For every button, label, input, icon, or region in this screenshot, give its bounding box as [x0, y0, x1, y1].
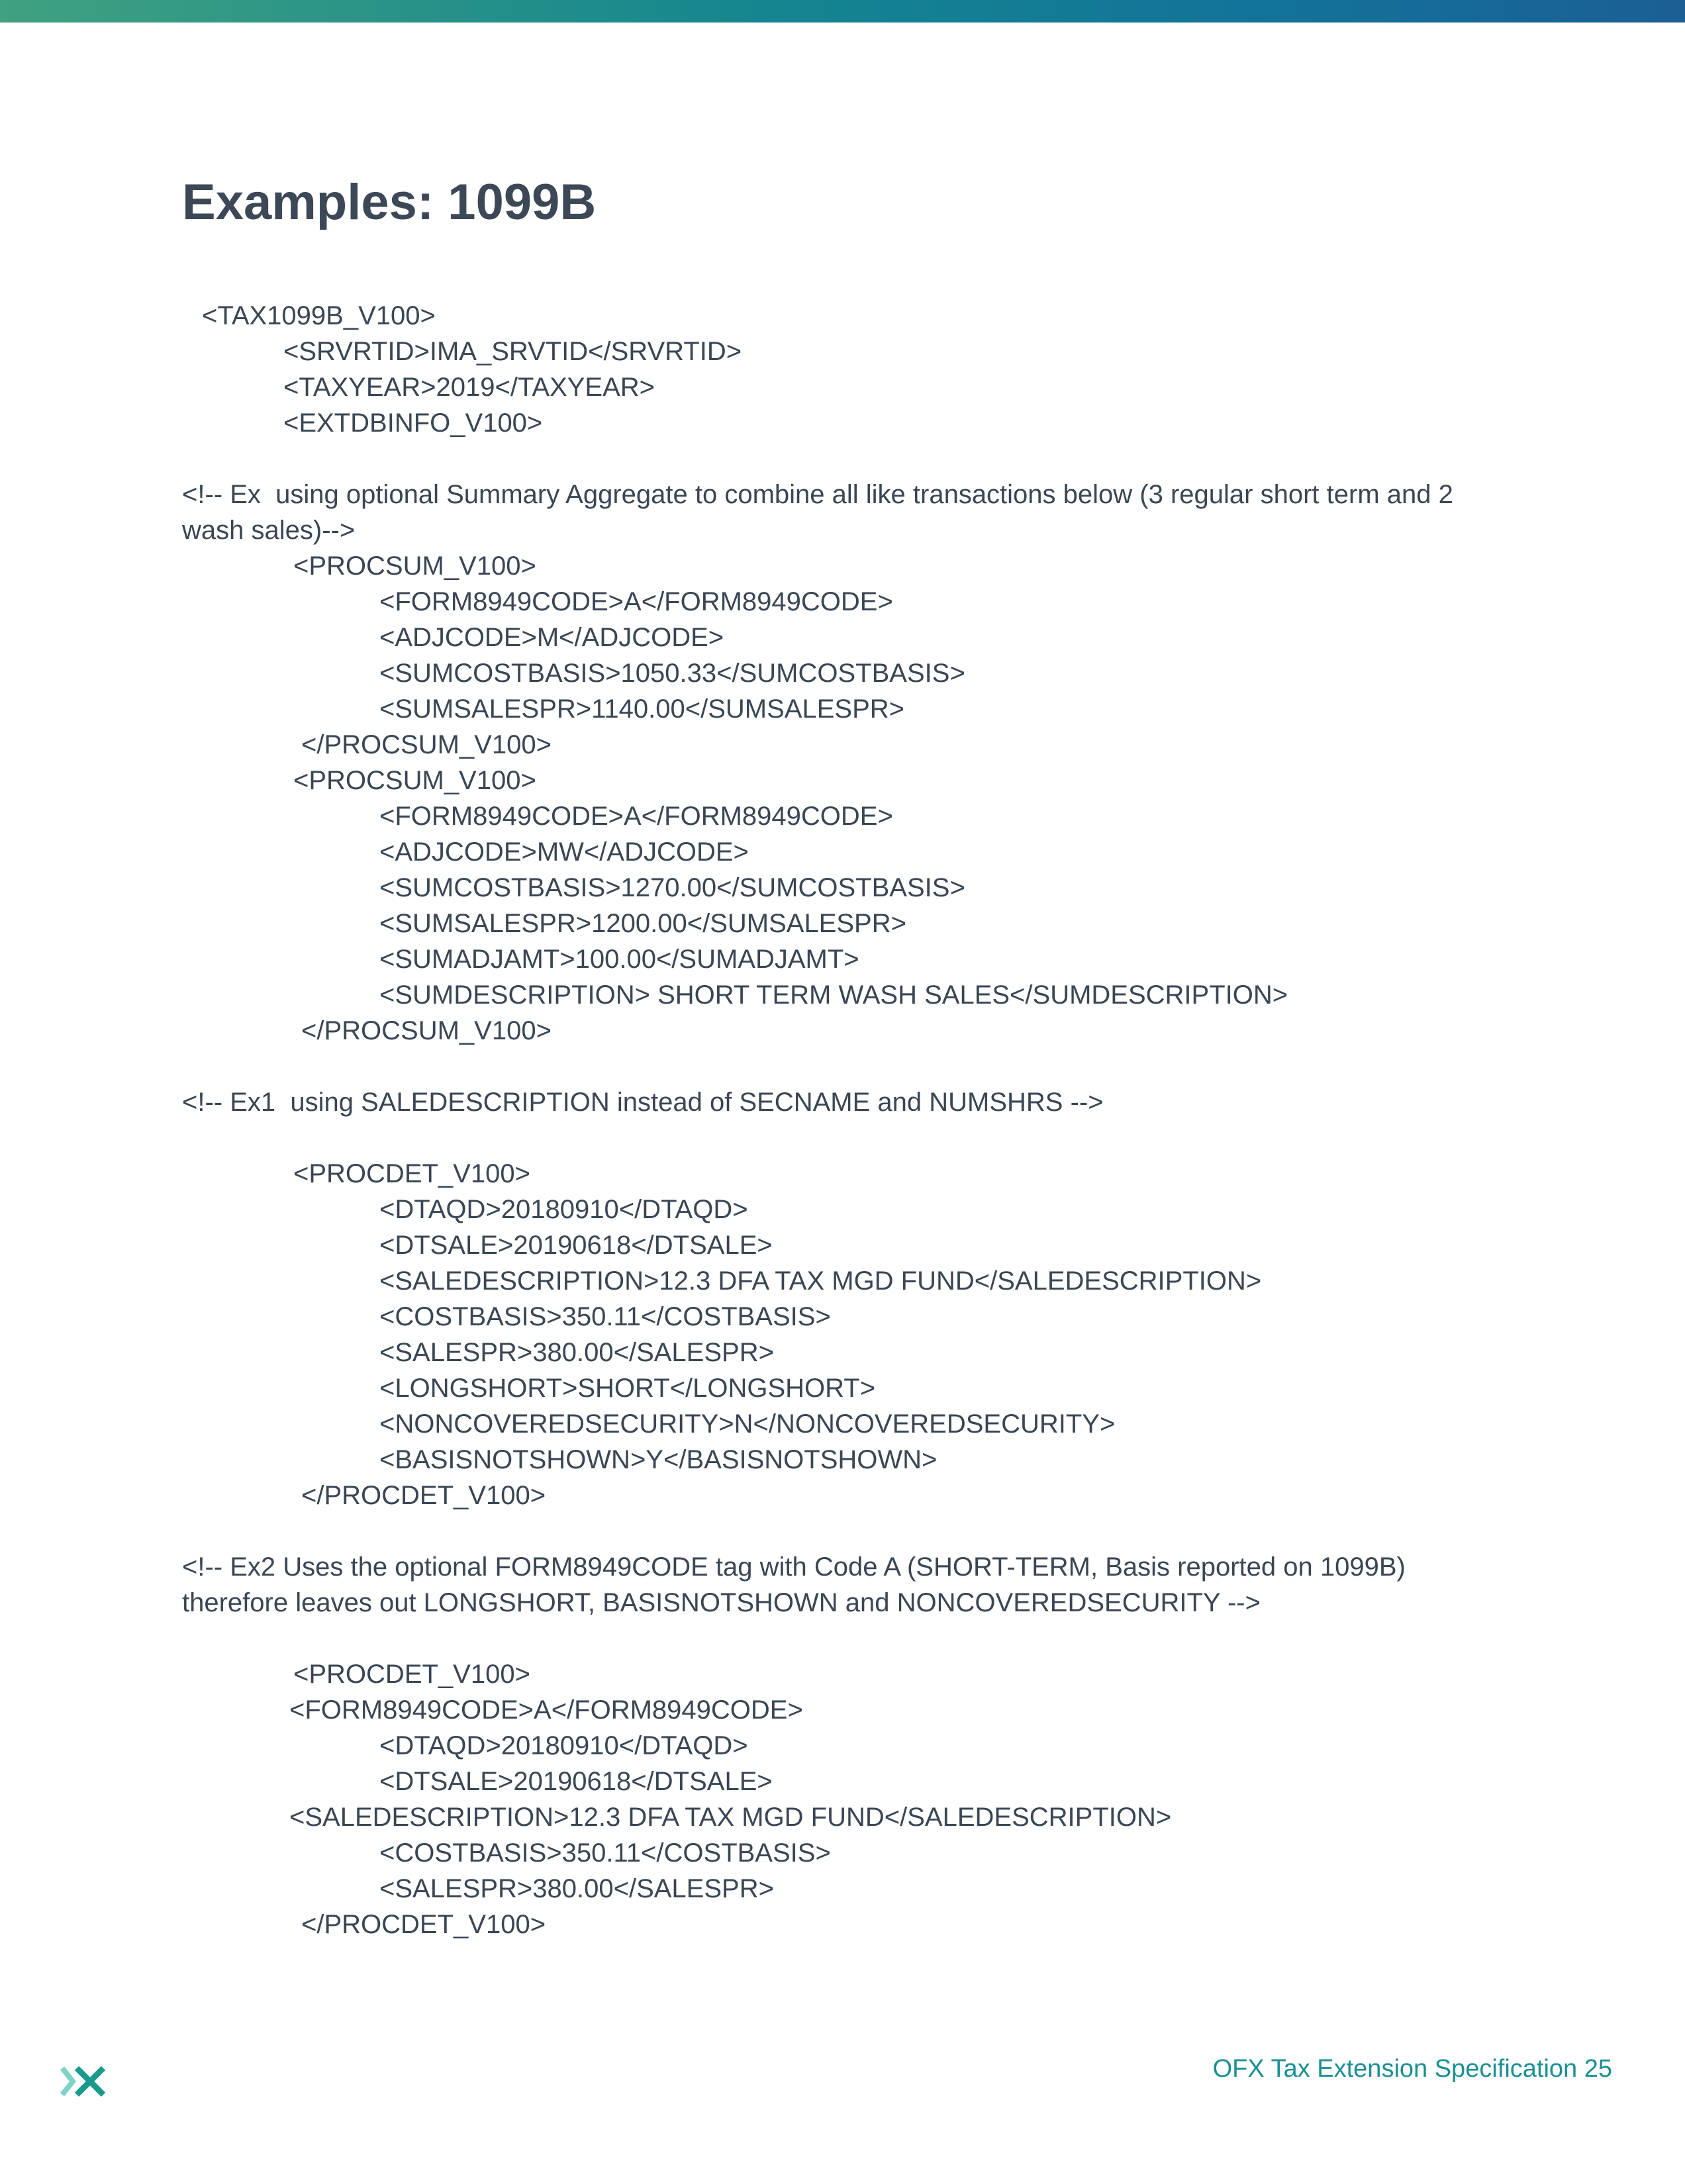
code-comment: <!-- Ex using optional Summary Aggregate to combine all like transactions below (3 regular short term and 2 — [182, 480, 1453, 509]
code-line: <PROCDET_V100> — [293, 1660, 530, 1689]
code-line: </PROCSUM_V100> — [301, 730, 552, 759]
code-line: <SALEDESCRIPTION>12.3 DFA TAX MGD FUND</SALEDESCRIPTION> — [379, 1266, 1262, 1296]
code-line: <DTAQD>20180910</DTAQD> — [379, 1731, 748, 1760]
code-line: </PROCDET_V100> — [301, 1910, 546, 1939]
ofx-x-logo-icon — [60, 2064, 107, 2099]
code-line: <LONGSHORT>SHORT</LONGSHORT> — [379, 1374, 876, 1403]
page-title: Examples: 1099B — [182, 174, 597, 230]
code-line: <PROCSUM_V100> — [293, 766, 536, 795]
code-line: <PROCDET_V100> — [293, 1159, 530, 1188]
code-line: <FORM8949CODE>A</FORM8949CODE> — [289, 1695, 803, 1725]
code-line: <SALESPR>380.00</SALESPR> — [379, 1338, 774, 1367]
code-line: <SUMADJAMT>100.00</SUMADJAMT> — [379, 945, 859, 974]
code-line: <SUMSALESPR>1200.00</SUMSALESPR> — [379, 909, 906, 938]
code-line: <DTSALE>20190618</DTSALE> — [379, 1767, 773, 1796]
code-line: <TAX1099B_V100> — [202, 301, 436, 330]
code-line: <SUMSALESPR>1140.00</SUMSALESPR> — [379, 694, 905, 724]
code-line: <SUMCOSTBASIS>1270.00</SUMCOSTBASIS> — [379, 873, 965, 902]
code-line: <DTSALE>20190618</DTSALE> — [379, 1231, 773, 1260]
code-comment: wash sales)--> — [182, 516, 356, 545]
footer-page-label: OFX Tax Extension Specification 25 — [1212, 2055, 1612, 2083]
header-accent-bar — [0, 0, 1685, 23]
code-comment: <!-- Ex2 Uses the optional FORM8949CODE tag with Code A (SHORT-TERM, Basis reported on 1099B) — [182, 1552, 1406, 1582]
code-comment: therefore leaves out LONGSHORT, BASISNOTSHOWN and NONCOVEREDSECURITY --> — [182, 1588, 1261, 1617]
code-line: </PROCDET_V100> — [301, 1481, 546, 1510]
code-line: <FORM8949CODE>A</FORM8949CODE> — [379, 802, 893, 831]
code-line: <COSTBASIS>350.11</COSTBASIS> — [379, 1838, 831, 1868]
code-line: <ADJCODE>MW</ADJCODE> — [379, 837, 749, 867]
code-line: <TAXYEAR>2019</TAXYEAR> — [283, 373, 655, 402]
code-comment: <!-- Ex1 using SALEDESCRIPTION instead of SECNAME and NUMSHRS --> — [182, 1088, 1104, 1117]
code-line: <PROCSUM_V100> — [293, 551, 536, 581]
code-line: </PROCSUM_V100> — [301, 1016, 552, 1045]
code-line: <BASISNOTSHOWN>Y</BASISNOTSHOWN> — [379, 1445, 938, 1474]
code-line: <NONCOVEREDSECURITY>N</NONCOVEREDSECURITY> — [379, 1409, 1116, 1439]
code-line: <SALESPR>380.00</SALESPR> — [379, 1874, 774, 1903]
code-line: <SUMDESCRIPTION> SHORT TERM WASH SALES</SUMDESCRIPTION> — [379, 980, 1288, 1010]
code-line: <COSTBASIS>350.11</COSTBASIS> — [379, 1302, 831, 1331]
code-line: <DTAQD>20180910</DTAQD> — [379, 1195, 748, 1224]
code-line: <SRVRTID>IMA_SRVTID</SRVRTID> — [283, 337, 742, 366]
code-line: <ADJCODE>M</ADJCODE> — [379, 623, 724, 652]
code-line: <SUMCOSTBASIS>1050.33</SUMCOSTBASIS> — [379, 659, 965, 688]
code-line: <SALEDESCRIPTION>12.3 DFA TAX MGD FUND</SALEDESCRIPTION> — [289, 1803, 1172, 1832]
code-line: <EXTDBINFO_V100> — [283, 408, 543, 438]
code-line: <FORM8949CODE>A</FORM8949CODE> — [379, 587, 893, 616]
